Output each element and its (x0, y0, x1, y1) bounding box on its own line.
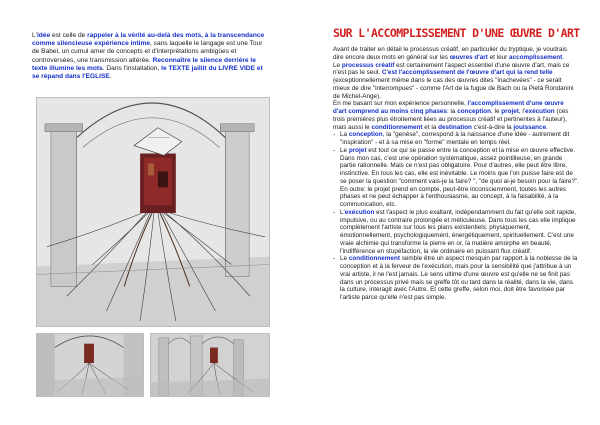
body-text: Le (340, 146, 349, 154)
installation-sketch-detail-left (36, 333, 144, 397)
installation-sketch-detail-right (150, 333, 270, 397)
emphasis-text: destination (438, 123, 472, 131)
emphasis-text: l'accomplissement d'une œuvre d'art comprend au moins cinq phases (333, 100, 564, 115)
emphasis-text: rappeler à la vérité au-delà des mots, à la transcendance comme silencieuse expérience intime (32, 32, 265, 48)
body-text: , la "genèse", correspond à la naissance d'une idée - autrement dit "inspiration" - et à sa mise en "forme" mentale en temps réel. (340, 131, 570, 146)
emphasis-text: Reconnaître le silence derrière le texte illumine les mots (32, 56, 256, 72)
body-text: . (109, 73, 112, 81)
phases-list (333, 131, 579, 302)
emphasis-text: idée (36, 32, 51, 39)
body-text: , le (491, 108, 502, 115)
emphasis-text: le TEXTE jaillit du LIVRE VIDE et se répand dans l'EGLISE (32, 64, 263, 81)
emphasis-text: projet (348, 146, 367, 154)
dash-bullet: - (333, 146, 336, 154)
body-text: La (340, 131, 349, 139)
body-text: Le (340, 255, 349, 263)
emphasis-text: C'est l'accomplissement de l'œuvre d'art qui la rend telle (381, 69, 553, 77)
body-text: : la (446, 108, 458, 115)
emphasis-text: accomplissement (509, 53, 563, 61)
body-text: En me basant sur mon expérience personnelle, (333, 100, 468, 108)
essay-paragraph (333, 46, 579, 62)
dash-bullet: - (333, 255, 336, 263)
body-text: L' (340, 208, 345, 216)
church-interior-drawing (37, 98, 269, 326)
emphasis-text: conception (457, 108, 492, 115)
body-text: Le (333, 61, 342, 69)
body-text: semble être un aspect mesquin par rapport à la noblesse de la conception et à la ferveur de l'exécution, mais pour la sensibilité que j'attribue à un vrai artiste, il ne l'est jamais. Le sens ultime d'une œuvre est qu'elle ne se finit pas dans un processus privé mais se greffe tôt ou tard dans la réalité, dans la vie, dans la culture, interagit avec l'Autre. Et cette greffe, selon moi, doit être favorisée par l'artiste parce qu'elle n'est pas simple. (340, 255, 578, 301)
dash-bullet: - (333, 131, 336, 139)
essay-paragraphs (333, 46, 579, 131)
essay-body (333, 46, 579, 302)
phase-item (333, 209, 579, 256)
body-text: (ces trois premières plus étroitement liées au processus créatif et pertinentes à l'auteur), mais aussi le (333, 108, 569, 131)
body-text: . (562, 53, 565, 61)
essay-paragraph (333, 100, 579, 131)
dash-bullet: - (333, 208, 336, 216)
body-text: . Dans l'installation, (102, 64, 162, 72)
intro-paragraph (32, 32, 270, 81)
body-text: , sans laquelle le langage est une Tour de Babel, un cumul amer de concepts et d'interprétations ambigües et controversées, une transmission altérée. (32, 40, 263, 64)
phase-item (333, 255, 579, 302)
emphasis-text: conception (348, 131, 383, 139)
body-text: et leur (487, 53, 510, 61)
essay-paragraph (333, 62, 579, 101)
phase-item (333, 131, 579, 147)
nave-drawing (37, 334, 143, 396)
phase-item (333, 147, 579, 209)
emphasis-text: œuvres d'art (449, 53, 488, 61)
body-text: est l'aspect le plus exaltant, indépendamment du fait qu'elle soit rapide, impulsive, ou au contraire prolongée et méticuleuse. Dans tous les cas elle implique complètement l'artiste sur tous les plans existentiels: physiquement, émotionnellement, psychologiquement, énergétiquement, spirituellement. C'est une vraie alchimie qui transforme la pierre en or, la matière amorphe en beauté, l'indifférence en stupéfaction, la vie ordinaire en puissant flux créatif. (340, 208, 577, 255)
emphasis-text: conditionnement (371, 123, 423, 131)
body-text: et la (422, 123, 439, 131)
body-text: est certainement l'aspect essentiel d'une œuvre d'art, mais ce n'est pas le seul. (333, 61, 570, 77)
body-text: c'est-à-dire la (471, 123, 514, 131)
emphasis-text: conditionnement (348, 255, 400, 263)
body-text: . (546, 123, 548, 131)
emphasis-text: projet (501, 108, 519, 115)
installation-sketch-main (36, 97, 270, 327)
body-text: , l' (518, 108, 526, 115)
emphasis-text: processus créatif (341, 61, 395, 69)
body-text: L' (32, 32, 37, 39)
body-text: est celle de (50, 32, 88, 39)
colonnade-drawing (151, 334, 269, 396)
body-text: (exceptionnellement même dans le cas des œuvres dites "inachevées" - ce serait mieux de dire "interrompues" - comme l'Art de la fugue de Bach ou la Pietà Rondanini de Michel-Ange). (333, 77, 574, 100)
body-text: Avant de traiter en détail le processus créatif, en particulier du tryptique, je voudrais dire encore deux mots en général sur les (333, 46, 568, 61)
emphasis-text: exécution (525, 108, 555, 115)
emphasis-text: exécution (344, 208, 375, 216)
essay-title: SUR L'ACCOMPLISSEMENT D'UNE ŒUVRE D'ART (333, 26, 580, 40)
body-text: est tout ce qui se passe entre la conception et la mise en œuvre effective. Dans mon cas, c'est une opération systématique, assez pointilleuse, en grande partie rationnelle. Mais ce n'est pas obligatoire. Pour d'autres, elle peut être libre, instinctive. En tous les cas, elle est inévitable. Le moins que l'on puisse faire est de se poser la question "comment vais-je la faire? ", "de quoi ai-je besoin pour la faire?". En outre: le projet prend en compte, peut-être inconsciemment, toutes les autres phases et ne peut échapper à l'enthousiasme, au concept, à la faisabilité, à la communication, etc. (340, 146, 579, 208)
emphasis-text: jouissance (513, 123, 547, 131)
